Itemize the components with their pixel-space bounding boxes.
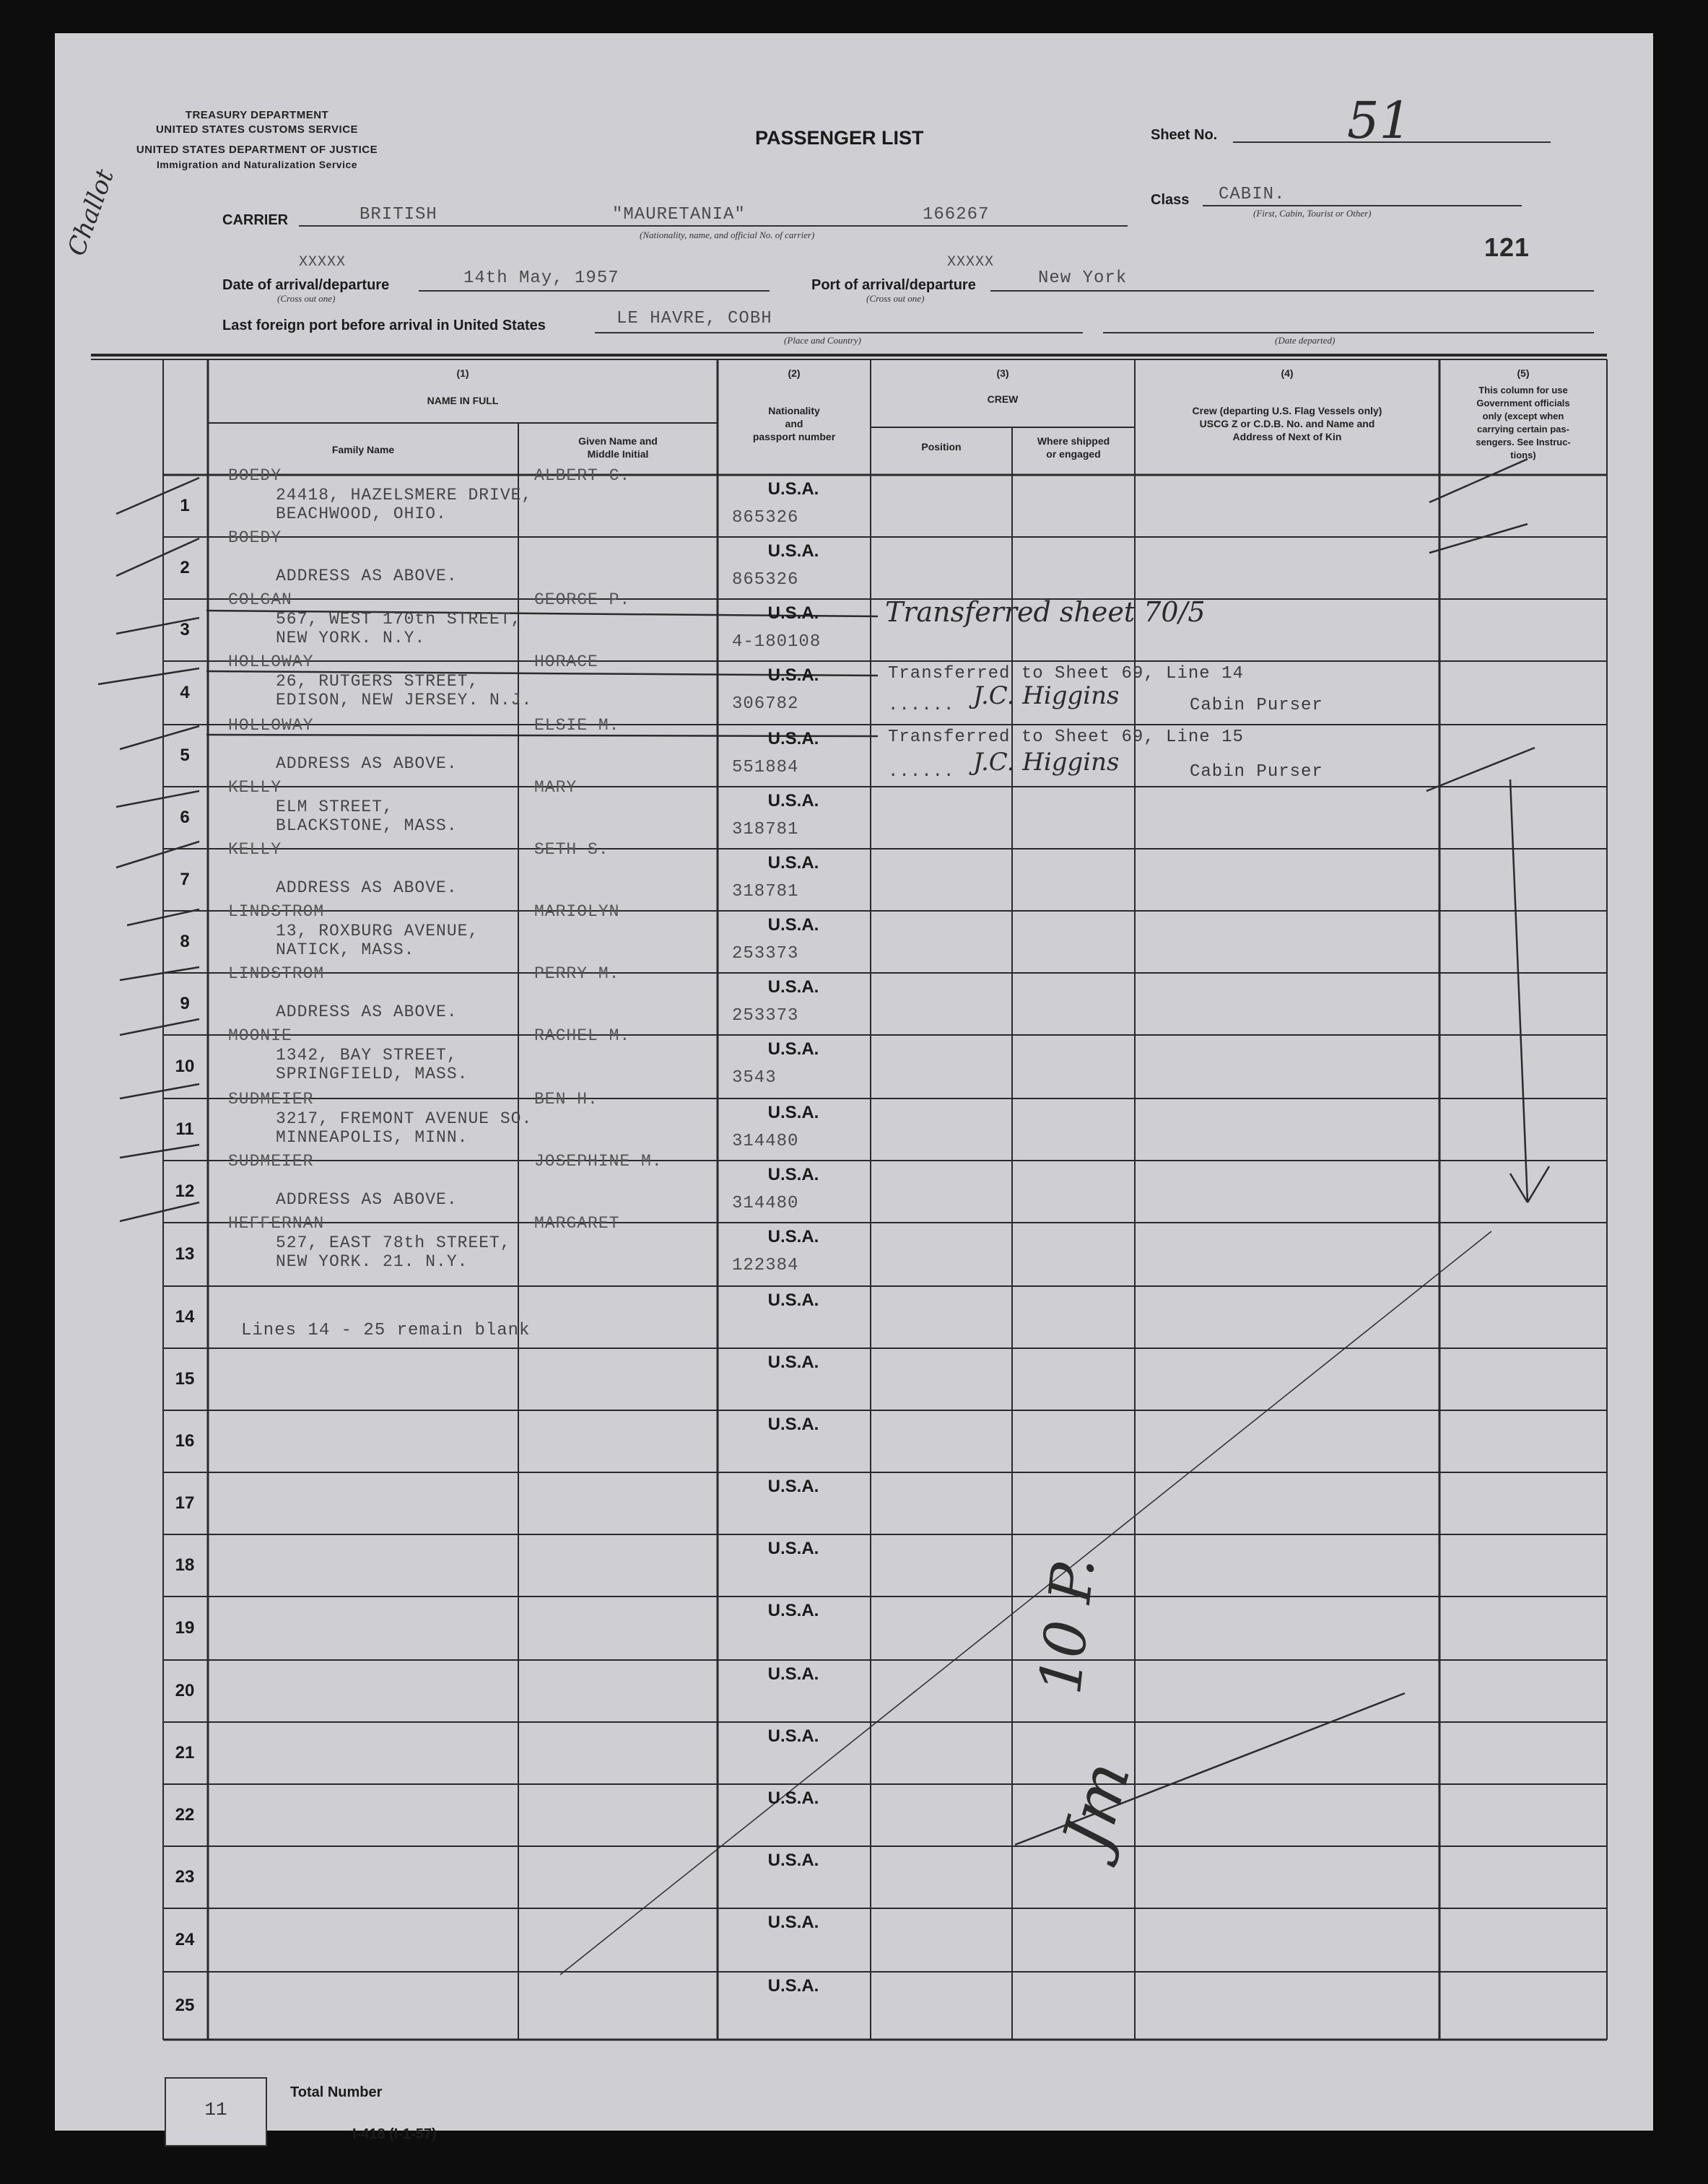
carrier-number: 166267 [923,205,990,224]
row4-transfer-note: Transferred to Sheet 69, Line 14 [888,664,1244,683]
row-passport-number: 253373 [732,1006,799,1026]
row-family-name: HEFFERNAN [228,1214,325,1233]
port-label: Port of arrival/departure [811,277,976,293]
row-nationality: U.S.A. [767,977,819,997]
row-given-name: SETH S. [534,840,609,859]
row-nationality: U.S.A. [767,1165,819,1184]
row-number: 11 [175,1119,194,1139]
row-address-2: EDISON, NEW JERSEY. N.J. [276,691,533,709]
col4-title-2: USCG Z or C.D.B. No. and Name and [1199,418,1375,429]
row-nationality: U.S.A. [767,541,819,561]
class-label: Class [1151,192,1190,208]
row5-dots: ...... [888,762,955,782]
row-nationality: U.S.A. [767,1103,819,1122]
row-number: 10 [175,1057,195,1076]
row-nationality: U.S.A. [767,1976,819,1996]
row-number: 24 [175,1930,195,1949]
document-page [55,33,1653,2142]
col2-title-2: and [785,418,803,429]
port-struck: XXXXX [947,254,995,271]
row-family-name: BOEDY [228,528,282,547]
row-family-name: COLGAN [228,590,292,609]
row-address-2: ADDRESS AS ABOVE. [276,567,458,585]
row-nationality: U.S.A. [767,1415,819,1434]
class-value: CABIN. [1219,185,1286,204]
handwritten-10p: 10 P. [1027,1553,1108,1698]
row-passport-number: 306782 [732,694,799,714]
col2-title-1: Nationality [768,405,820,416]
col5-title-2: Government officials [1476,398,1570,409]
row-given-name: GEORGE P. [534,590,631,609]
row-nationality: U.S.A. [767,1539,819,1558]
row-family-name: BOEDY [228,466,282,485]
row-address-2: NEW YORK. N.Y. [276,629,426,647]
total-number-label: Total Number [290,2084,383,2100]
row-passport-number: 865326 [732,508,799,528]
form-code: I-418 (I-1-57) [352,2126,437,2142]
row-nationality: U.S.A. [767,1664,819,1684]
col4-title-3: Address of Next of Kin [1232,431,1342,442]
row-nationality: U.S.A. [767,915,819,935]
row-address-2: ADDRESS AS ABOVE. [276,1190,458,1209]
row-passport-number: 253373 [732,944,799,964]
row-nationality: U.S.A. [767,729,819,748]
row-number: 21 [175,1743,195,1763]
carrier-label: CARRIER [222,212,289,228]
col2-number: (2) [788,367,801,379]
blank-lines-note: Lines 14 - 25 remain blank [241,1321,531,1340]
row-family-name: SUDMEIER [228,1090,314,1109]
col3b-title-1: Where shipped [1037,435,1110,447]
row5-role: Cabin Purser [1190,762,1323,782]
row5-signature: J.C. Higgins [973,748,1120,777]
row-number: 1 [180,496,190,515]
date-cross-hint: (Cross out one) [277,293,336,304]
row-given-name: MARY [534,778,578,797]
row-family-name: LINDSTROM [228,902,325,921]
row-given-name: ELSIE M. [534,716,620,735]
row-address-1: 26, RUTGERS STREET, [276,672,479,691]
total-number-value: 11 [204,2099,227,2120]
row-number: 8 [180,932,190,951]
row-address-2: MINNEAPOLIS, MINN. [276,1128,469,1147]
col3b-title-2: or engaged [1046,448,1101,460]
carrier-hint: (Nationality, name, and official No. of carrier) [640,230,815,240]
row-nationality: U.S.A. [767,1726,819,1746]
handwritten-initials: Jm [1048,1753,1146,1858]
row-number: 20 [175,1681,195,1700]
row-family-name: HOLLOWAY [228,716,314,735]
date-struck: XXXXX [299,254,347,271]
col5-title-4: carrying certain pas- [1477,424,1569,434]
row-passport-number: 865326 [732,570,799,590]
row-number: 22 [175,1805,195,1825]
row-address-2: ADDRESS AS ABOVE. [276,878,458,897]
row-address-2: NATICK, MASS. [276,940,415,959]
row4-dots: ...... [888,696,955,715]
row-nationality: U.S.A. [767,791,819,811]
row-passport-number: 3543 [732,1068,777,1088]
row3-transfer-note: Transferred sheet 70/5 [885,596,1206,628]
sheet-number: 51 [1347,91,1412,150]
row-nationality: U.S.A. [767,1601,819,1620]
row4-role: Cabin Purser [1190,696,1323,715]
row-family-name: LINDSTROM [228,964,325,983]
row-nationality: U.S.A. [767,1353,819,1372]
row-address-1: 13, ROXBURG AVENUE, [276,922,479,940]
row-family-name: KELLY [228,840,282,859]
row-nationality: U.S.A. [767,665,819,685]
col1-title: NAME IN FULL [427,395,499,406]
row-passport-number: 314480 [732,1132,799,1151]
col5-number: (5) [1517,367,1530,379]
col1b-title-2: Middle Initial [587,448,649,460]
port-cross-hint: (Cross out one) [866,293,925,304]
row-address-2: SPRINGFIELD, MASS. [276,1065,469,1083]
row-given-name: HORACE [534,652,598,671]
class-hint: (First, Cabin, Tourist or Other) [1253,208,1372,219]
row-nationality: U.S.A. [767,1290,819,1310]
last-port-label: Last foreign port before arrival in United States [222,318,546,333]
row-number: 25 [175,1996,195,2015]
row-number: 19 [175,1618,195,1638]
row-passport-number: 314480 [732,1194,799,1213]
row-number: 9 [180,994,190,1013]
row-nationality: U.S.A. [767,1788,819,1808]
row-given-name: PERRY M. [534,964,620,983]
row-given-name: ALBERT C. [534,466,631,485]
page-title: PASSENGER LIST [755,127,924,149]
row-number: 4 [180,683,190,702]
row-number: 7 [180,870,190,889]
margin-note: Challot [62,165,121,260]
page-code: 121 [1484,232,1530,262]
row-address-1: 527, EAST 78th STREET, [276,1233,511,1252]
row-number: 6 [180,808,190,827]
row-given-name: BEN H. [534,1090,598,1109]
row-nationality: U.S.A. [767,1477,819,1496]
row-address-1: 24418, HAZELSMERE DRIVE, [276,486,533,504]
col3a-title: Position [921,441,962,453]
row-passport-number: 551884 [732,758,799,777]
row-address-1: ELM STREET, [276,798,393,816]
row-address-1: 3217, FREMONT AVENUE SO. [276,1109,533,1128]
row-number: 5 [180,746,190,765]
row-family-name: HOLLOWAY [228,652,314,671]
col5-title-1: This column for use [1478,385,1568,396]
row-number: 12 [175,1181,195,1201]
row-nationality: U.S.A. [767,603,819,623]
total-number-box [165,2077,267,2146]
col1a-title: Family Name [331,444,395,455]
row-passport-number: 318781 [732,820,799,839]
row-family-name: MOONIE [228,1026,292,1045]
row-number: 14 [175,1307,195,1327]
col5-title-6: tions) [1510,450,1536,460]
col2-title-3: passport number [752,431,836,442]
row-number: 3 [180,620,190,639]
row-passport-number: 122384 [732,1256,799,1275]
row-nationality: U.S.A. [767,1913,819,1932]
dept-line-3: UNITED STATES DEPARTMENT OF JUSTICE [136,144,378,156]
row4-signature: J.C. Higgins [973,681,1120,710]
row-number: 18 [175,1555,195,1575]
row-nationality: U.S.A. [767,1851,819,1870]
port-value: New York [1038,268,1128,288]
row-number: 17 [175,1493,195,1513]
row-number: 16 [175,1431,195,1451]
row-given-name: RACHEL M. [534,1026,631,1045]
col5-title-3: only (except when [1482,411,1564,421]
date-label: Date of arrival/departure [222,277,390,293]
col3-number: (3) [996,367,1009,379]
carrier-nationality: BRITISH [360,205,437,224]
row-given-name: JOSEPHINE M. [534,1152,663,1171]
row-nationality: U.S.A. [767,479,819,499]
row-address-2: ADDRESS AS ABOVE. [276,754,458,773]
date-value: 14th May, 1957 [463,268,619,288]
row-address-2: BLACKSTONE, MASS. [276,816,458,835]
row-address-2: NEW YORK. 21. N.Y. [276,1252,469,1271]
row-number: 15 [175,1369,195,1389]
row-passport-number: 318781 [732,882,799,901]
row-given-name: MARIOLYN [534,902,620,921]
col4-title-1: Crew (departing U.S. Flag Vessels only) [1192,405,1382,416]
row-number: 23 [175,1867,195,1887]
row-passport-number: 4-180108 [732,632,822,652]
col1b-title-1: Given Name and [578,435,658,447]
col1-number: (1) [456,367,469,379]
row-nationality: U.S.A. [767,853,819,873]
date-departed-hint: (Date departed) [1275,335,1336,346]
dept-line-2: UNITED STATES CUSTOMS SERVICE [155,123,359,136]
row-address-2: BEACHWOOD, OHIO. [276,504,447,523]
dept-line-4: Immigration and Naturalization Service [156,159,358,170]
row-address-1: 567, WEST 170th STREET, [276,610,522,629]
row-nationality: U.S.A. [767,1039,819,1059]
row5-transfer-note: Transferred to Sheet 69, Line 15 [888,728,1244,747]
col4-number: (4) [1281,367,1294,379]
col3-title: CREW [987,393,1019,405]
sheet-label: Sheet No. [1151,127,1218,143]
row-family-name: SUDMEIER [228,1152,314,1171]
col5-title-5: sengers. See Instruc- [1476,437,1571,447]
row-given-name: MARGARET [534,1214,620,1233]
row-number: 13 [175,1244,195,1264]
dept-line-1: TREASURY DEPARTMENT [185,109,329,121]
place-hint: (Place and Country) [784,335,861,346]
row-address-2: ADDRESS AS ABOVE. [276,1003,458,1021]
row-number: 2 [180,558,190,577]
carrier-name: "MAURETANIA" [612,205,746,224]
row-nationality: U.S.A. [767,1227,819,1246]
row-family-name: KELLY [228,778,282,797]
row-address-1: 1342, BAY STREET, [276,1046,458,1065]
last-port-value: LE HAVRE, COBH [616,309,772,328]
